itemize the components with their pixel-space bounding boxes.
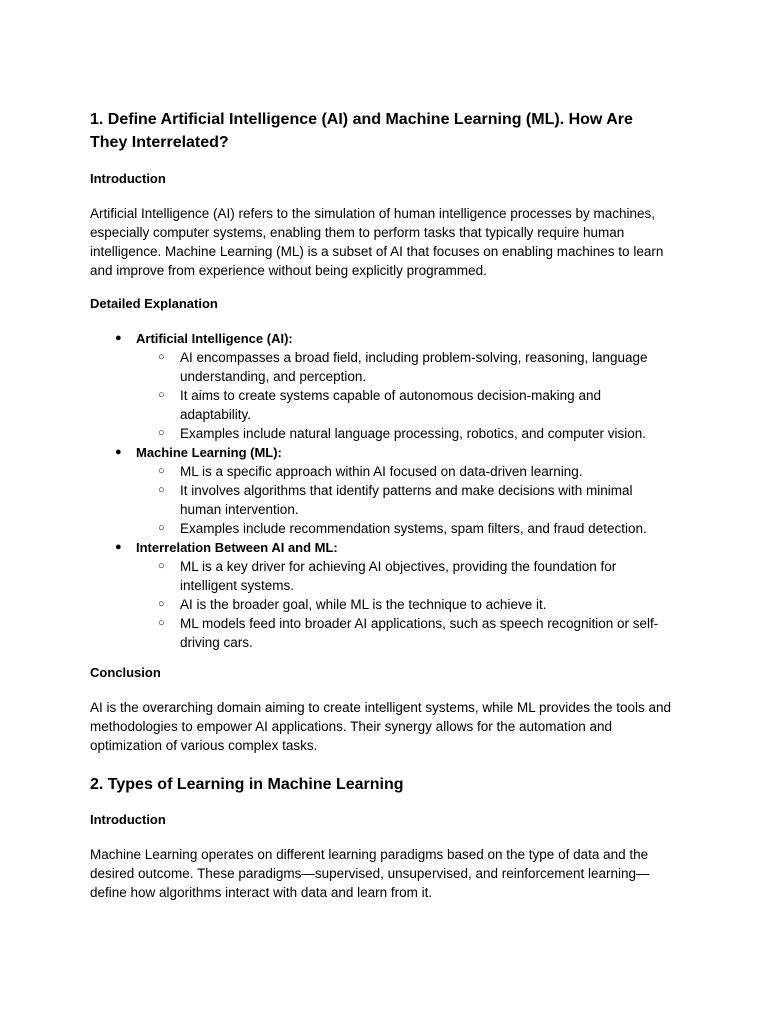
bullet-ml <box>90 443 690 538</box>
section-2-intro-heading: Introduction <box>90 812 166 827</box>
bullet-interrelation <box>90 538 690 652</box>
section-1-title-line-2: They Interrelated? <box>90 134 229 151</box>
bullet-icon: ● <box>115 446 122 458</box>
section-1-intro-heading: Introduction <box>90 171 166 186</box>
list-item <box>90 557 660 595</box>
bullet-ml-sublist <box>136 462 690 538</box>
section-1-conclusion-heading: Conclusion <box>90 665 161 680</box>
list-item <box>90 348 660 386</box>
sub-bullet-icon: ○ <box>158 617 165 629</box>
bullet-interrelation-sublist <box>136 557 690 652</box>
sub-bullet-icon: ○ <box>158 522 165 534</box>
sub-bullet-icon: ○ <box>158 389 165 401</box>
list-item-text: AI is the broader goal, while ML is the technique to achieve it. <box>180 597 547 612</box>
section-1-intro-paragraph: Artificial Intelligence (AI) refers to the simulation of human intelligence processes by machines, especially computer systems, enabling them to perform tasks that typically require human intelligence. Machine Learning (ML) is a subset of AI that focuses on enabling machines to learn and improve from experience without being explicitly programmed. <box>90 206 664 278</box>
list-item-text: It aims to create systems capable of autonomous decision-making and adaptability. <box>180 388 601 422</box>
list-item <box>90 462 660 481</box>
list-item <box>90 481 660 519</box>
list-item-text: Examples include recommendation systems, spam filters, and fraud detection. <box>180 521 647 536</box>
bullet-interrelation-label: Interrelation Between AI and ML: <box>136 540 338 555</box>
sub-bullet-icon: ○ <box>158 598 165 610</box>
list-item-text: ML is a key driver for achieving AI objectives, providing the foundation for intelligent systems. <box>180 559 617 593</box>
list-item <box>90 614 660 652</box>
list-item-text: ML models feed into broader AI applications, such as speech recognition or self-driving cars. <box>180 616 659 650</box>
section-1-title <box>90 108 690 154</box>
bullet-ai-sublist <box>136 348 690 443</box>
sub-bullet-icon: ○ <box>158 484 165 496</box>
bullet-icon: ● <box>115 541 122 553</box>
section-1-conclusion-paragraph: AI is the overarching domain aiming to create intelligent systems, while ML provides the tools and methodologies to empower AI applications. Their synergy allows for the automation and optimization of various complex tasks. <box>90 700 672 753</box>
bullet-ai <box>90 329 690 443</box>
sub-bullet-icon: ○ <box>158 465 165 477</box>
list-item-text: Examples include natural language processing, robotics, and computer vision. <box>180 426 647 441</box>
list-item <box>90 386 660 424</box>
section-1-details-heading: Detailed Explanation <box>90 296 218 311</box>
bullet-ai-label: Artificial Intelligence (AI): <box>136 331 293 346</box>
list-item <box>90 519 660 538</box>
sub-bullet-icon: ○ <box>158 560 165 572</box>
section-2-intro-paragraph: Machine Learning operates on different learning paradigms based on the type of data and the desired outcome. These paradigms—supervised, unsupervised, and reinforcement learning—define how algorithms interact with data and learn from it. <box>90 847 650 900</box>
sub-bullet-icon: ○ <box>158 351 165 363</box>
list-item <box>90 424 660 443</box>
section-1-bullet-list <box>90 329 690 652</box>
section-1-title-line-1: 1. Define Artificial Intelligence (AI) and Machine Learning (ML). How Are <box>90 111 633 128</box>
bullet-ml-label: Machine Learning (ML): <box>136 445 282 460</box>
list-item-text: ML is a specific approach within AI focused on data-driven learning. <box>180 464 583 479</box>
sub-bullet-icon: ○ <box>158 427 165 439</box>
list-item-text: AI encompasses a broad field, including problem-solving, reasoning, language understanding, and perception. <box>180 350 648 384</box>
bullet-icon: ● <box>115 332 122 344</box>
list-item-text: It involves algorithms that identify patterns and make decisions with minimal human intervention. <box>180 483 633 517</box>
section-2-title: 2. Types of Learning in Machine Learning <box>90 776 404 793</box>
list-item <box>90 595 660 614</box>
